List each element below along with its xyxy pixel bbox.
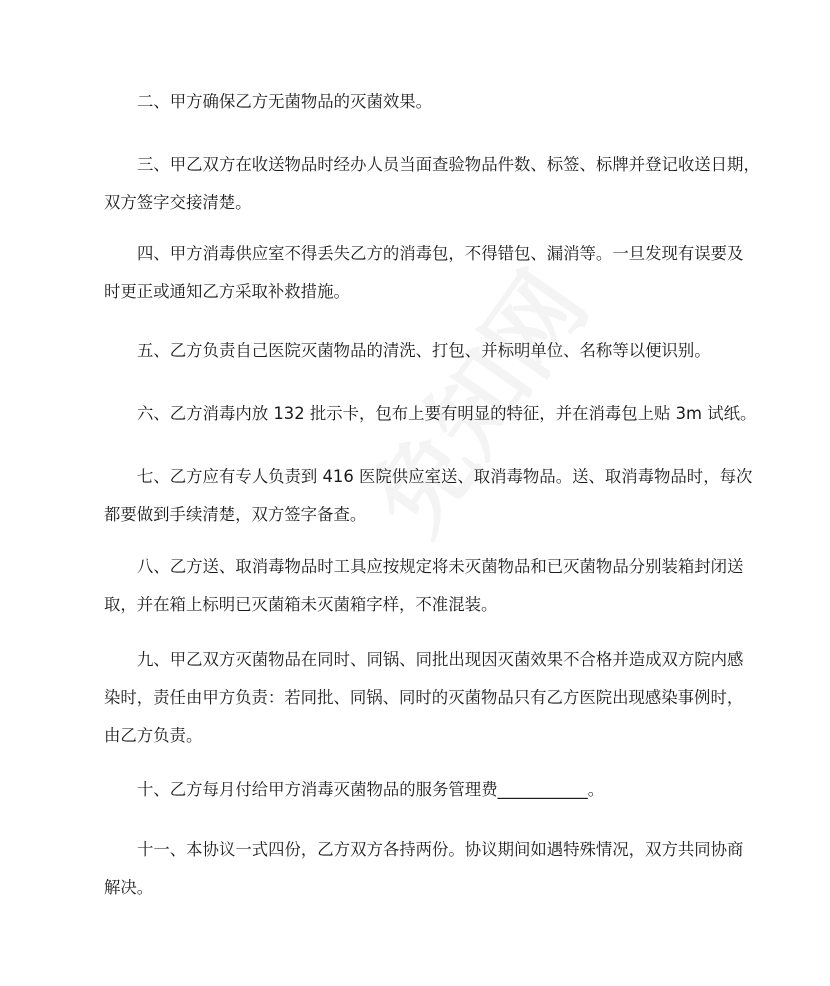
- paragraph-line: 都要做到手续清楚，双方签字备查。: [104, 505, 367, 524]
- paragraph: [104, 395, 757, 433]
- paragraph: [104, 831, 744, 907]
- paragraph: [104, 771, 744, 809]
- paragraph-line: 由乙方负责。: [104, 726, 203, 745]
- paragraph-line: 八、乙方送、取消毒物品时工具应按规定将未灭菌物品和已灭菌物品分别装箱封闭送: [137, 557, 744, 576]
- paragraph-line: 十、乙方每月付给甲方消毒灭菌物品的服务管理费___________。: [137, 780, 605, 799]
- paragraph: [104, 332, 744, 370]
- paragraph-line: 四、甲方消毒供应室不得丢失乙方的消毒包，不得错包、漏消等。一旦发现有误要及: [137, 244, 744, 263]
- paragraph: [104, 548, 744, 624]
- paragraph-line: 九、甲乙双方灭菌物品在同时、同锅、同批出现因灭菌效果不合格并造成双方院内感: [137, 650, 744, 669]
- paragraph: [104, 83, 744, 121]
- paragraph-line: 染时，责任由甲方负责：若同批、同锅、同时的灭菌物品只有乙方医院出现感染事例时，: [104, 688, 744, 707]
- paragraph-line: 解决。: [104, 878, 154, 897]
- paragraph-line: 取，并在箱上标明已灭菌箱未灭菌箱字样，不准混装。: [104, 595, 498, 614]
- paragraph: [104, 458, 753, 534]
- paragraph: [104, 235, 744, 311]
- paragraph: [104, 641, 744, 755]
- paragraph-line: 二、甲方确保乙方无菌物品的灭菌效果。: [137, 92, 433, 111]
- paragraph-line: 双方签字交接清楚。: [104, 193, 252, 212]
- paragraph-line: 十一、本协议一式四份，乙方双方各持两份。协议期间如遇特殊情况，双方共同协商: [137, 840, 744, 859]
- paragraph-line: 五、乙方负责自己医院灭菌物品的清洗、打包、并标明单位、名称等以便识别。: [137, 341, 711, 360]
- paragraph: [104, 146, 760, 222]
- paragraph-line: 六、乙方消毒内放 132 批示卡，包布上要有明显的特征，并在消毒包上贴 3m 试纸。: [137, 404, 757, 423]
- paragraph-line: 时更正或通知乙方采取补救措施。: [104, 282, 350, 301]
- paragraph-line: 七、乙方应有专人负责到 416 医院供应室送、取消毒物品。送、取消毒物品时，每次: [137, 467, 753, 486]
- paragraph-line: 三、甲乙双方在收送物品时经办人员当面查验物品件数、标签、标牌并登记收送日期，: [137, 155, 760, 174]
